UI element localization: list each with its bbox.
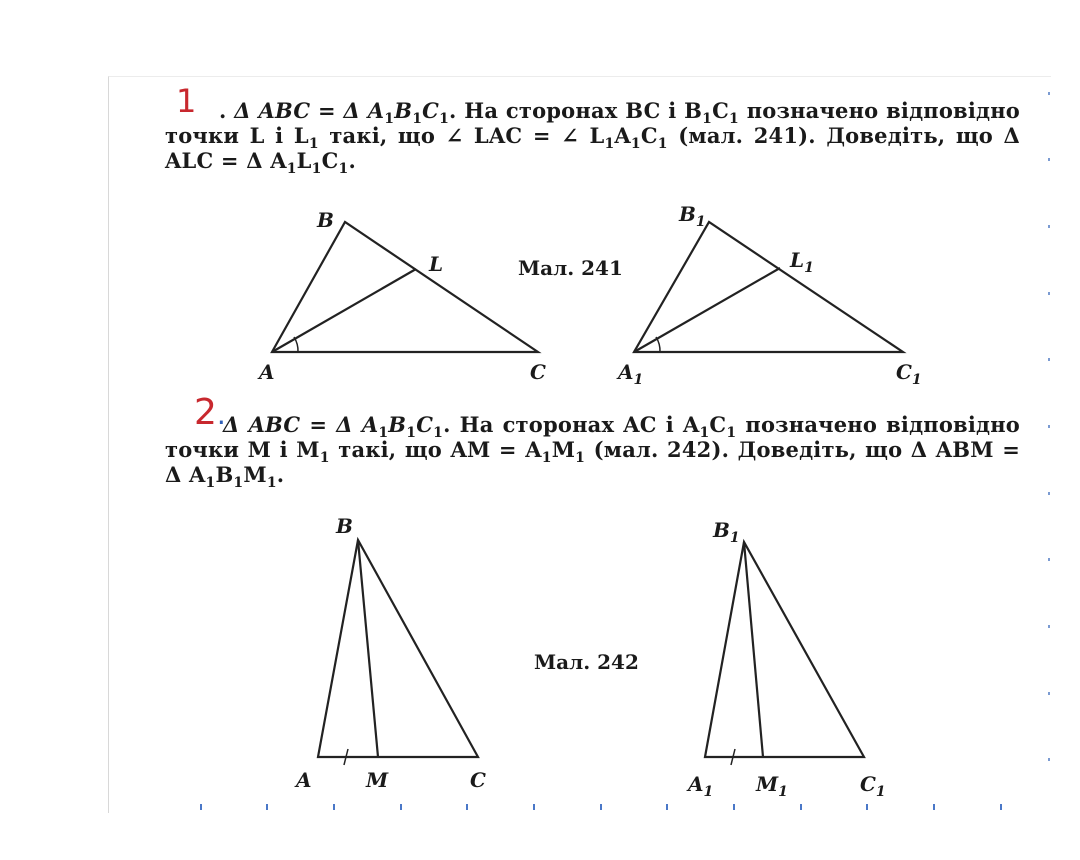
triangle-a1b1c1-242	[705, 542, 864, 757]
label-a: A	[259, 360, 275, 384]
handwritten-number-1: 1	[176, 82, 197, 120]
page-bottom-dots	[108, 804, 1050, 814]
handwritten-number-2: 2.	[194, 392, 226, 433]
problem-2-text: Δ ABC = Δ $A_1B_1C_1$. На сторонах AC і $A_1C_1$ позначено відповідно точки M і $M_1$ такі, що AM = $A_1M_1$ (мал. 242). Доведіть, що Δ ABM = Δ $A_1B_1M_1$.	[165, 412, 1021, 492]
label-c-242: C	[470, 768, 486, 792]
label-m-242: M	[366, 768, 389, 792]
problem-1-text: . Δ ABC = Δ $A_1B_1C_1$. На сторонах BC і $B_1C_1$ позначено відповідно точки L і $L_1$ такі, що ∠ LAC = ∠ $L_1A_1C_1$ (мал. 241). Доведіть, що Δ ALC = Δ $A_1L_1C_1$.	[165, 98, 1021, 178]
label-c1-242: $C_1$	[860, 772, 886, 800]
label-c: C	[530, 360, 546, 384]
label-l: L	[429, 252, 444, 276]
segment-b1m1	[744, 542, 763, 757]
label-a1-242: $A_1$	[688, 772, 714, 800]
label-a1: $A_1$	[618, 360, 644, 388]
label-m1-242: $M_1$	[756, 772, 788, 800]
caption-242: Мал. 242	[534, 650, 639, 674]
label-b1: $B_1$	[679, 202, 706, 230]
label-l1: $L_1$	[790, 248, 814, 276]
caption-241: Мал. 241	[518, 256, 623, 280]
label-b: B	[317, 208, 334, 232]
label-a-242: A	[296, 768, 312, 792]
triangle-abm-242	[318, 540, 478, 757]
label-c1: $C_1$	[896, 360, 922, 388]
label-b1-242: $B_1$	[713, 518, 740, 546]
label-b-242: B	[336, 514, 353, 538]
